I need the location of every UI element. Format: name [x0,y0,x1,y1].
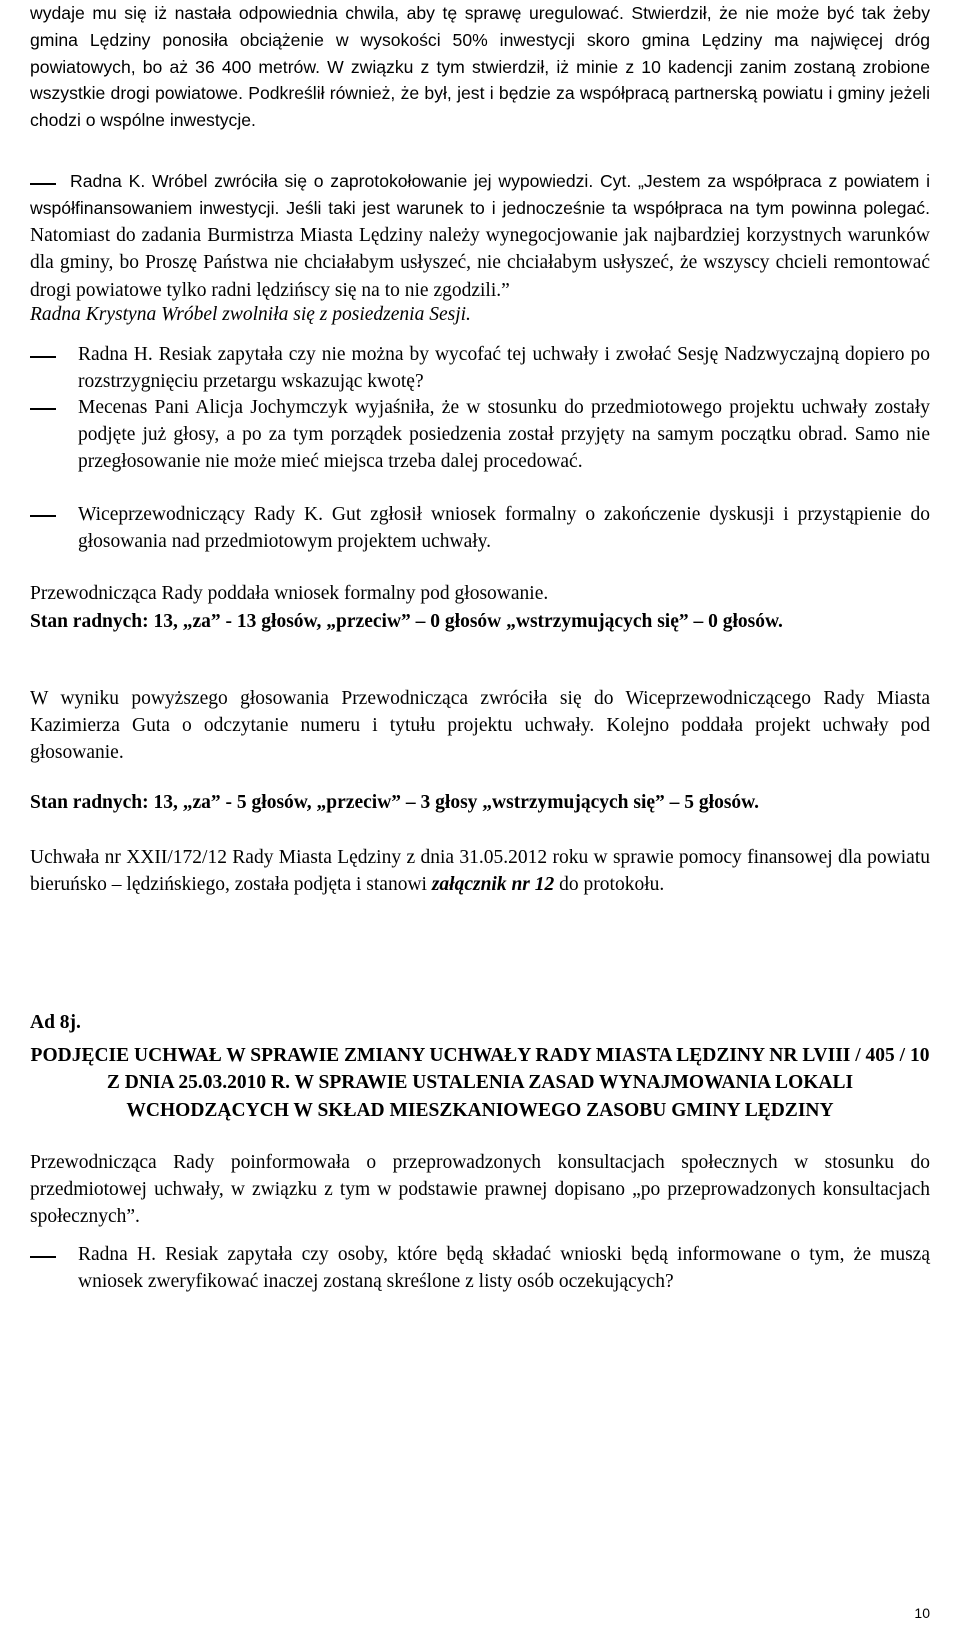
uchwala-end: do protokołu. [559,873,665,895]
page-number: 10 [914,1605,930,1621]
paragraph-vote-intro: Przewodnicząca Rady poddała wniosek formalny pod głosowanie. [30,583,549,604]
paragraph-wrobel-quote [30,168,930,305]
paragraph-vote-result-2: Stan radnych: 13, „za” - 5 głosów, „przeciw” – 3 głosy „wstrzymujących się” – 5 głosów. [30,792,760,813]
uchwala-text: Uchwała nr XXII/172/12 Rady Miasta Lędziny z dnia 31.05.2012 roku w sprawie pomocy finansowej dla powiatu bieruńsko – lędzińskiego, została podjęta i stanowi [30,847,930,895]
paragraph-uchwala [30,845,930,899]
wrobel-quote-text: Radna K. Wróbel zwróciła się o zaprotokołowanie jej wypowiedzi. Cyt. „Jestem za współpraca z powiatem i współfinansowaniem inwestycji. Jeśli taki jest warunek to i jednocześnie ta współpraca na tym powinna polegać. [30,171,930,218]
agenda-item-label: Ad 8j. [30,1012,81,1033]
dash-bullet [30,356,56,358]
agenda-item-heading: PODJĘCIE UCHWAŁ W SPRAWIE ZMIANY UCHWAŁY RADY MIASTA LĘDZINY NR LVIII / 405 / 10 Z DNIA 25.03.2010 R. W SPRAWIE USTALENIA ZASAD WYNAJMOWANIA LOKALI WCHODZĄCYCH W SKŁAD MIESZKANIOWEGO ZASOBU GMINY LĘDZINY [30,1045,930,1121]
paragraph-resiak-question: Radna H. Resiak zapytała czy nie można by wycofać tej uchwały i zwołać Sesję Nadzwyczajną dopiero po rozstrzygnięciu przetargu wskazując kwotę? [78,344,930,392]
paragraph-continuation: wydaje mu się iż nastała odpowiednia chwila, aby tę sprawę uregulować. Stwierdził, że nie może być tak żeby gmina Lędziny ponosiła obciążenie w wysokości 50% inwestycji skoro gmina Lędziny ma najwięcej dróg powiatowych, bo aż 36 400 metrów. W związku z tym stwierdził, iż minie z 10 kadencji zanim zostaną zrobione wszystkie drogi powiatowe. Podkreślił również, że był, jest i będzie za współpracą partnerską powiatu i gminy jeżeli chodzi o wspólne inwestycje. [30,3,930,131]
dash-bullet [30,1256,56,1258]
paragraph-consultations: Przewodnicząca Rady poinformowała o przeprowadzonych konsultacjach społecznych w stosunku do przedmiotowej uchwały, w związku z tym w podstawie prawnej dopisano „po przeprowadzonych konsultacjach społecznych”. [30,1152,930,1227]
dash-bullet [30,515,56,517]
paragraph-vote-result-1: Stan radnych: 13, „za” - 13 głosów, „przeciw” – 0 głosów „wstrzymujących się” – 0 głosów. [30,611,783,632]
wrobel-quote-tail: Natomiast do zadania Burmistrza Miasta Lędziny należy wynegocjowanie jak najbardziej korzystnych warunków dla gminy, bo Proszę Państwa nie chciałabym usłyszeć, nie chciałabym usłyszeć, że wszyscy chcieli remontować drogi powiatowe tylko radni lędzińscy się na to nie zgodzili.” [30,224,930,302]
paragraph-resiak-applicants: Radna H. Resiak zapytała czy osoby, które będą składać wnioski będą informowane o tym, że muszą wniosek zweryfikować inaczej zostaną skreślone z listy osób oczekujących? [78,1244,930,1292]
paragraph-gut-motion: Wiceprzewodniczący Rady K. Gut zgłosił wniosek formalny o zakończenie dyskusji i przystąpienie do głosowania nad przedmiotowym projektem uchwały. [78,504,930,552]
dash-bullet [30,408,56,410]
paragraph-mecenas: Mecenas Pani Alicja Jochymczyk wyjaśniła, że w stosunku do przedmiotowego projektu uchwały zostały podjęte już głosy, a po za tym porządek posiedzenia został przyjęty na samym początku obrad. Samo nie przegłosowanie nie może mieć miejsca trzeba dalej procedować. [78,397,930,472]
uchwala-attachment: załącznik nr 12 [431,873,555,895]
paragraph-wrobel-left: Radna Krystyna Wróbel zwolniła się z posiedzenia Sesji. [30,304,471,325]
paragraph-vote-outcome: W wyniku powyższego głosowania Przewodnicząca zwróciła się do Wiceprzewodniczącego Rady Miasta Kazimierza Guta o odczytanie numeru i tytułu projektu uchwały. Kolejno poddała projekt uchwały pod głosowanie. [30,688,930,763]
